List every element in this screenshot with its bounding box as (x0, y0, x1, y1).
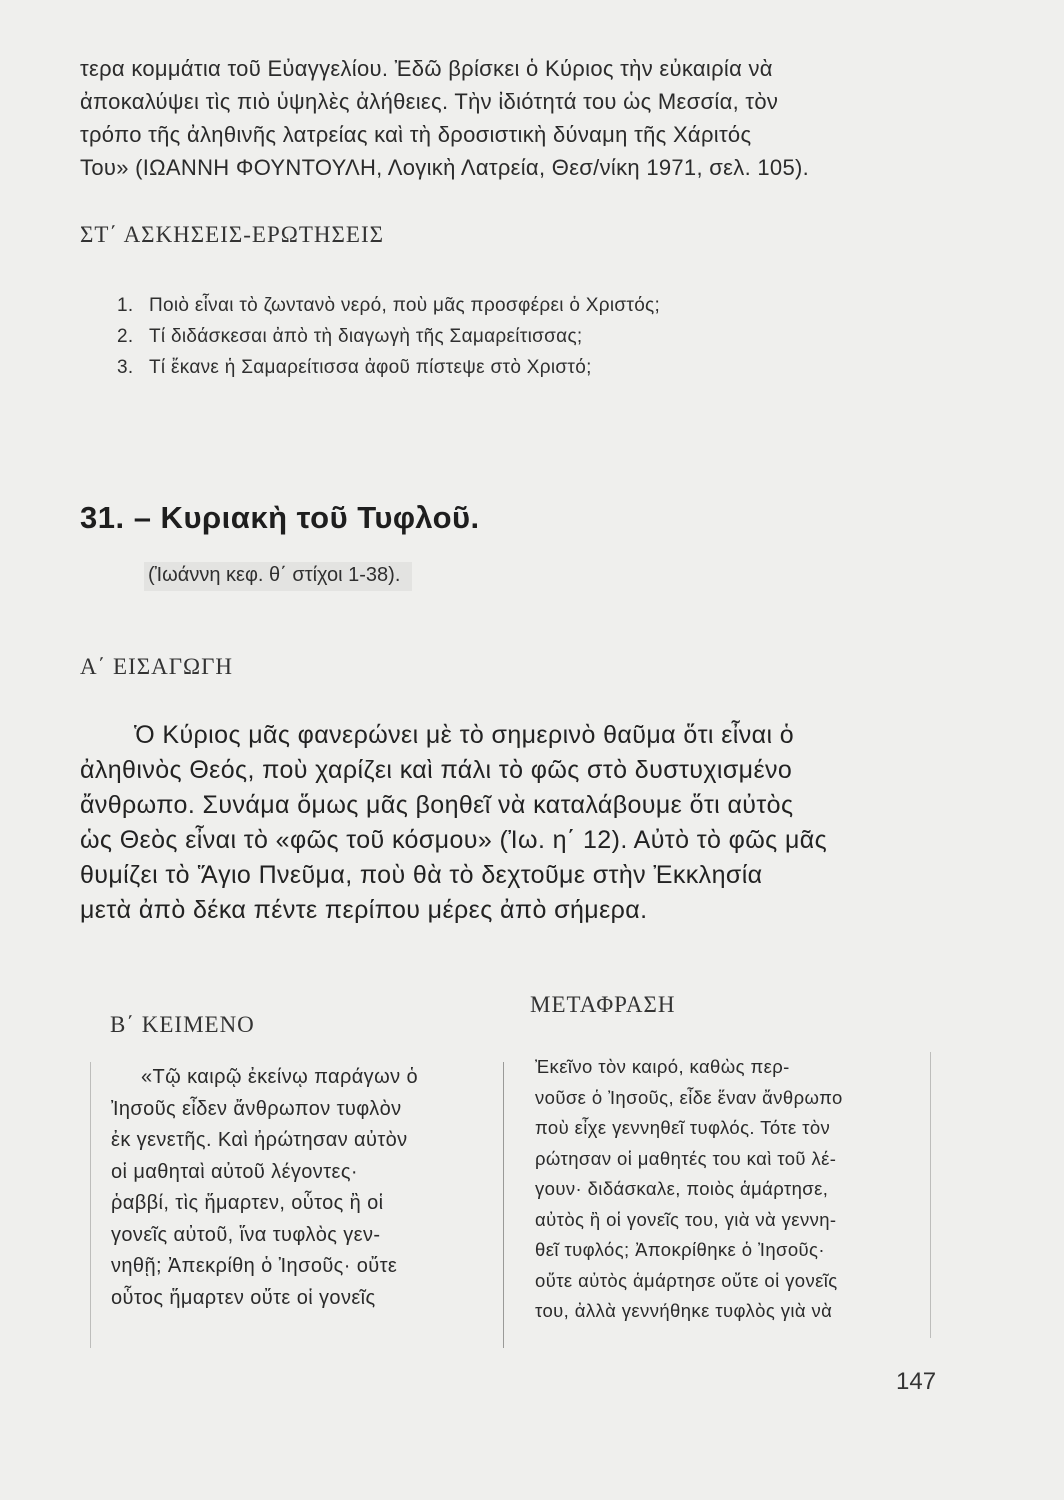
text-line: θυμίζει τὸ Ἅγιο Πνεῦμα, ποὺ θὰ τὸ δεχτοῦμε στὴν Ἐκκλησία (80, 861, 763, 889)
question-item: 1. Ποιὸ εἶναι τὸ ζωντανὸ νερό, ποὺ μᾶς προσφέρει ὁ Χριστός; (117, 295, 661, 316)
text-line: οὔτε αὐτὸς ἁμάρτησε οὔτε οἱ γονεῖς (535, 1269, 838, 1291)
question-item: 2. Τί διδάσκεσαι ἀπὸ τὴ διαγωγὴ τῆς Σαμαρείτισσας; (117, 326, 583, 347)
text-heading: Β΄ ΚΕΙΜΕΝΟ (110, 1012, 255, 1037)
text-line: ρώτησαν οἱ μαθητές του καὶ τοῦ λέ- (535, 1147, 837, 1169)
text-line: αὐτὸς ἢ οἱ γονεῖς του, γιὰ νὰ γεννη- (535, 1208, 837, 1230)
text-line: τερα κομμάτια τοῦ Εὐαγγελίου. Ἐδῶ βρίσκει ὁ Κύριος τὴν εὐκαιρία νὰ (80, 56, 773, 81)
question-item: 3. Τί ἔκανε ἡ Σαμαρείτισσα ἀφοῦ πίστεψε στὸ Χριστό; (117, 357, 592, 378)
text-line: ὡς Θεὸς εἶναι τὸ «φῶς τοῦ κόσμου» (Ἰω. η΄ 12). Αὐτὸ τὸ φῶς μᾶς (80, 826, 828, 854)
text-line: οἱ μαθηταὶ αὐτοῦ λέγοντες· (111, 1160, 358, 1183)
text-line: ποὺ εἶχε γεννηθεῖ τυφλός. Τότε τὸν (535, 1117, 831, 1138)
introduction-heading: Α΄ ΕΙΣΑΓΩΓΗ (80, 654, 234, 679)
text-line: γονεῖς αὐτοῦ, ἵνα τυφλὸς γεν- (111, 1223, 381, 1246)
text-line: ῥαββί, τὶς ἥμαρτεν, οὗτος ἢ οἱ (111, 1192, 384, 1214)
text-line: γουν· διδάσκαλε, ποιὸς ἁμάρτησε, (535, 1178, 829, 1199)
page-number: 147 (896, 1368, 937, 1395)
text-line: ἀποκαλύψει τὶς πιὸ ὑψηλὲς ἀλήθειες. Τὴν ἰδιότητά του ὡς Μεσσία, τὸν (80, 89, 779, 114)
questions-list (117, 290, 660, 383)
text-line: μετὰ ἀπὸ δέκα πέντε περίπου μέρες ἀπὸ σήμερα. (80, 896, 648, 924)
text-line: Του» (ΙΩΑΝΝΗ ΦΟΥΝΤΟΥΛΗ, Λογικὴ Λατρεία, Θεσ/νίκη 1971, σελ. 105). (80, 155, 810, 180)
text-line: ἄνθρωπο. Συνάμα ὅμως μᾶς βοηθεῖ νὰ καταλάβουμε ὅτι αὐτὸς (80, 791, 794, 819)
previous-section-continuation (80, 52, 960, 184)
chapter-title: 31. – Κυριακὴ τοῦ Τυφλοῦ. (80, 500, 480, 535)
text-line: ἀληθινὸς Θεός, ποὺ χαρίζει καὶ πάλι τὸ φῶς στὸ δυστυχισμένο (80, 756, 793, 784)
exercises-heading: ΣΤ΄ ΑΣΚΗΣΕΙΣ-ΕΡΩΤΗΣΕΙΣ (80, 222, 385, 247)
translation-heading: ΜΕΤΑΦΡΑΣΗ (530, 992, 676, 1017)
scripture-reference: (Ἰωάννη κεφ. θ΄ στίχοι 1-38). (144, 562, 412, 591)
text-line: νηθῇ; Ἀπεκρίθη ὁ Ἰησοῦς· οὔτε (111, 1255, 398, 1277)
translation-column (517, 1052, 931, 1338)
text-line: τρόπο τῆς ἀληθινῆς λατρείας καὶ τὴ δροσιστικὴ δύναμη τῆς Χάριτός (80, 122, 752, 147)
original-text-column (90, 1062, 504, 1348)
text-line: Ὁ Κύριος μᾶς φανερώνει μὲ τὸ σημερινὸ θαῦμα ὅτι εἶναι ὁ (134, 721, 795, 749)
text-line: Ἰησοῦς εἶδεν ἄνθρωπον τυφλὸν (111, 1097, 402, 1120)
text-line: νοῦσε ὁ Ἰησοῦς, εἶδε ἕναν ἄνθρωπο (535, 1086, 843, 1108)
text-line: ἐκ γενετῆς. Καὶ ἠρώτησαν αὐτὸν (111, 1129, 408, 1151)
introduction-body (80, 718, 960, 928)
text-line: Ἐκεῖνο τὸν καιρό, καθὼς περ- (535, 1056, 790, 1077)
text-line: θεῖ τυφλός; Ἀποκρίθηκε ὁ Ἰησοῦς· (535, 1239, 825, 1260)
text-line: οὗτος ἥμαρτεν οὔτε οἱ γονεῖς (111, 1286, 376, 1309)
text-line: «Τῷ καιρῷ ἐκείνῳ παράγων ὁ (141, 1066, 418, 1088)
text-line: του, ἀλλὰ γεννήθηκε τυφλὸς γιὰ νὰ (535, 1300, 833, 1321)
